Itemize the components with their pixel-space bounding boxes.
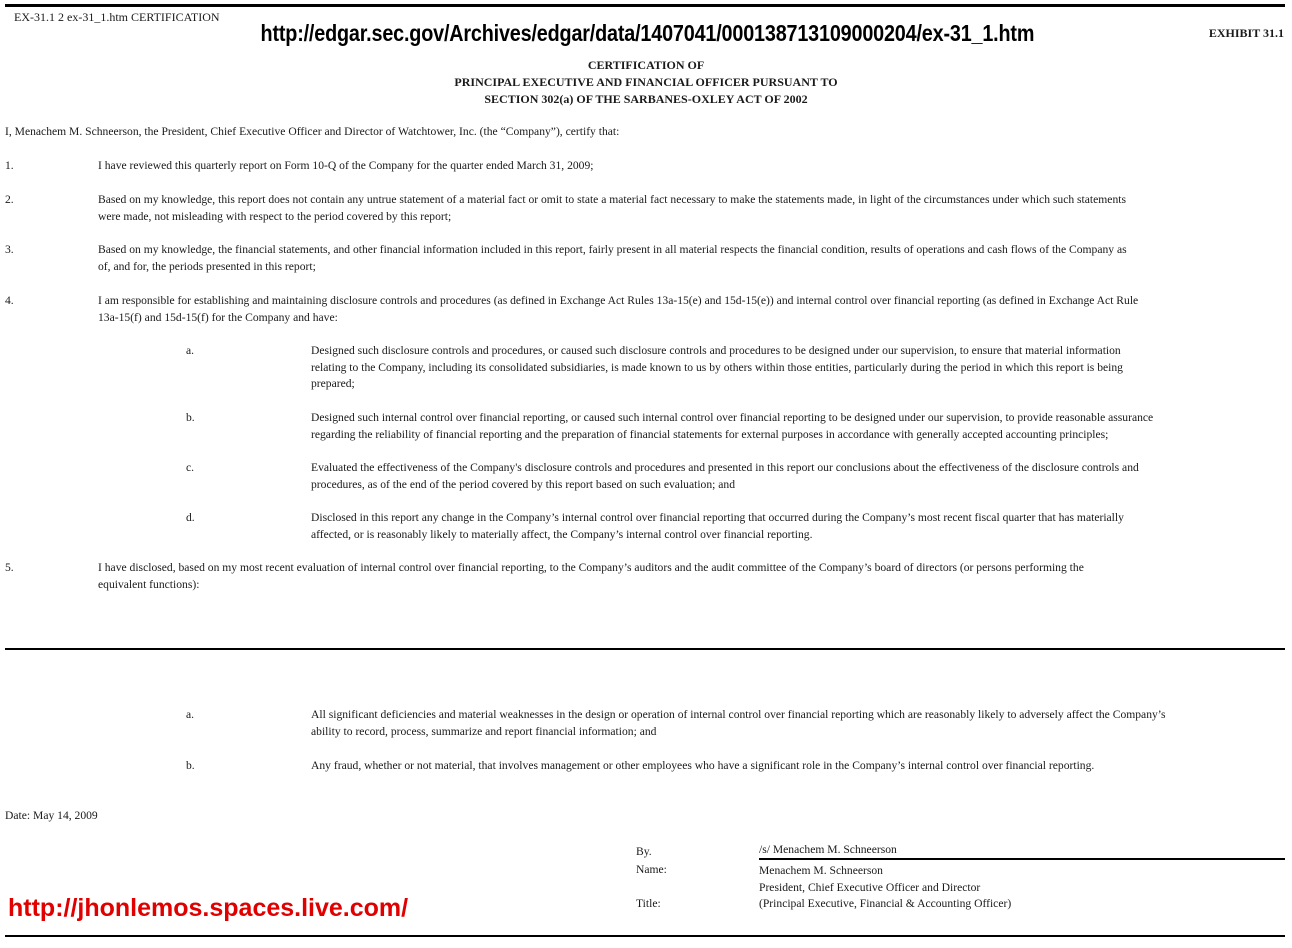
sub-item-line: Designed such internal control over financial reporting, or caused such internal control over financial reporting to be designed under our supervision, to provide reasonable assurance (311, 411, 1154, 424)
sub-item-line: relating to the Company, including its consolidated subsidiaries, is made known to us by others within those entities, particularly during the period in which this report is being (311, 360, 1123, 374)
certification-title (0, 57, 1292, 108)
sub-item-text (311, 707, 1286, 740)
signature-value: /s/ Menachem M. Schneerson (759, 843, 897, 856)
item-text-line: Based on my knowledge, the financial statements, and other financial information included in this report, fairly present in all material respects the financial condition, results of operations and cash flows of the Company as (98, 243, 1127, 256)
signer-name: Menachem M. Schneerson (759, 864, 883, 877)
item-text (98, 293, 1283, 326)
sub-item-letter: b. (186, 759, 195, 772)
date-line: Date: May 14, 2009 (5, 809, 98, 822)
title-line-1: CERTIFICATION OF (587, 58, 705, 72)
item-text (98, 242, 1283, 275)
signer-position: President, Chief Executive Officer and Director (759, 881, 981, 894)
item-text-line: were made, not misleading with respect to the period covered by this report; (98, 209, 452, 223)
title-line-2: PRINCIPAL EXECUTIVE AND FINANCIAL OFFICER PURSUANT TO (454, 75, 838, 89)
sub-item-line: All significant deficiencies and material weaknesses in the design or operation of internal control over financial reporting which are reasonably likely to adversely affect the Company’s (311, 708, 1166, 721)
sub-item-letter: a. (186, 708, 195, 721)
sub-item-text: Any fraud, whether or not material, that involves management or other employees who have a significant role in the Company’s internal control over financial reporting. (311, 759, 1095, 772)
item-number: 4. (5, 294, 14, 307)
sub-item-line: regarding the reliability of financial reporting and the preparation of financial statements for external purposes in accordance with generally accepted accounting principles; (311, 427, 1109, 441)
sub-item-line: prepared; (311, 377, 355, 390)
sub-item-text (311, 460, 1286, 493)
item-number: 5. (5, 561, 14, 574)
signer-title: (Principal Executive, Financial & Accounting Officer) (759, 897, 1012, 910)
sub-item-line: ability to record, process, summarize and report financial information; and (311, 724, 657, 738)
url-banner[interactable]: http://edgar.sec.gov/Archives/edgar/data/1407041/000138713109000204/ex-31_1.htm (260, 20, 1035, 46)
exhibit-label: EXHIBIT 31.1 (1208, 26, 1284, 40)
item-number: 2. (5, 193, 14, 206)
by-label: By. (636, 845, 652, 858)
watermark-url[interactable]: http://jhonlemos.spaces.live.com/ (8, 894, 409, 922)
bottom-rule (5, 935, 1285, 937)
sub-item-line: Designed such disclosure controls and procedures, or caused such disclosure controls and procedures to be designed under our supervision, to ensure that material information (311, 344, 1121, 357)
sub-item-text (311, 510, 1286, 543)
sub-item-line: affected, or is reasonably likely to materially affect, the Company’s internal control over financial reporting. (311, 527, 813, 541)
title-label: Title: (636, 897, 661, 910)
title-line-3: SECTION 302(a) OF THE SARBANES-OXLEY ACT OF 2002 (484, 92, 808, 106)
sub-item-text (311, 343, 1286, 393)
item-text-line: I am responsible for establishing and maintaining disclosure controls and procedures (as defined in Exchange Act Rules 13a-15(e) and 15d-15(e)) and internal control over financial reporting (as defined in Exchange Act Rule (98, 294, 1139, 307)
sub-item-text (311, 410, 1286, 443)
item-text (98, 192, 1283, 225)
item-text-line: equivalent functions): (98, 577, 200, 591)
item-text-line: of, and for, the periods presented in this report; (98, 259, 316, 273)
item-text-line: 13a-15(f) and 15d-15(f) for the Company and have: (98, 310, 338, 324)
top-rule (5, 4, 1285, 7)
sub-item-line: procedures, as of the end of the period covered by this report based on such evaluation; and (311, 477, 735, 491)
item-text: I have reviewed this quarterly report on Form 10-Q of the Company for the quarter ended March 31, 2009; (98, 159, 594, 172)
signature-line (759, 858, 1285, 860)
sub-item-line: Evaluated the effectiveness of the Company's disclosure controls and procedures and presented in this report our conclusions about the effectiveness of the disclosure controls and (311, 461, 1139, 474)
sub-item-line: Disclosed in this report any change in the Company’s internal control over financial reporting that occurred during the Company’s most recent fiscal quarter that has materially (311, 511, 1124, 524)
item-number: 3. (5, 243, 14, 256)
file-label: EX-31.1 2 ex-31_1.htm CERTIFICATION (14, 10, 220, 24)
name-label: Name: (636, 863, 667, 876)
sub-item-letter: b. (186, 411, 195, 424)
item-text-line: Based on my knowledge, this report does not contain any untrue statement of a material fact or omit to state a material fact necessary to make the statements made, in light of the circumstances under which such statements (98, 193, 1126, 206)
item-text (98, 560, 1283, 593)
sub-item-letter: a. (186, 344, 195, 357)
sub-item-letter: d. (186, 511, 195, 524)
item-text-line: I have disclosed, based on my most recent evaluation of internal control over financial reporting, to the Company’s auditors and the audit committee of the Company’s board of directors (or persons performing the (98, 561, 1084, 574)
intro-paragraph: I, Menachem M. Schneerson, the President, Chief Executive Officer and Director of Watchtower, Inc. (the “Company”), certify that: (5, 125, 620, 138)
page-break-rule (5, 648, 1285, 650)
sub-item-letter: c. (186, 461, 195, 474)
item-number: 1. (5, 159, 14, 172)
